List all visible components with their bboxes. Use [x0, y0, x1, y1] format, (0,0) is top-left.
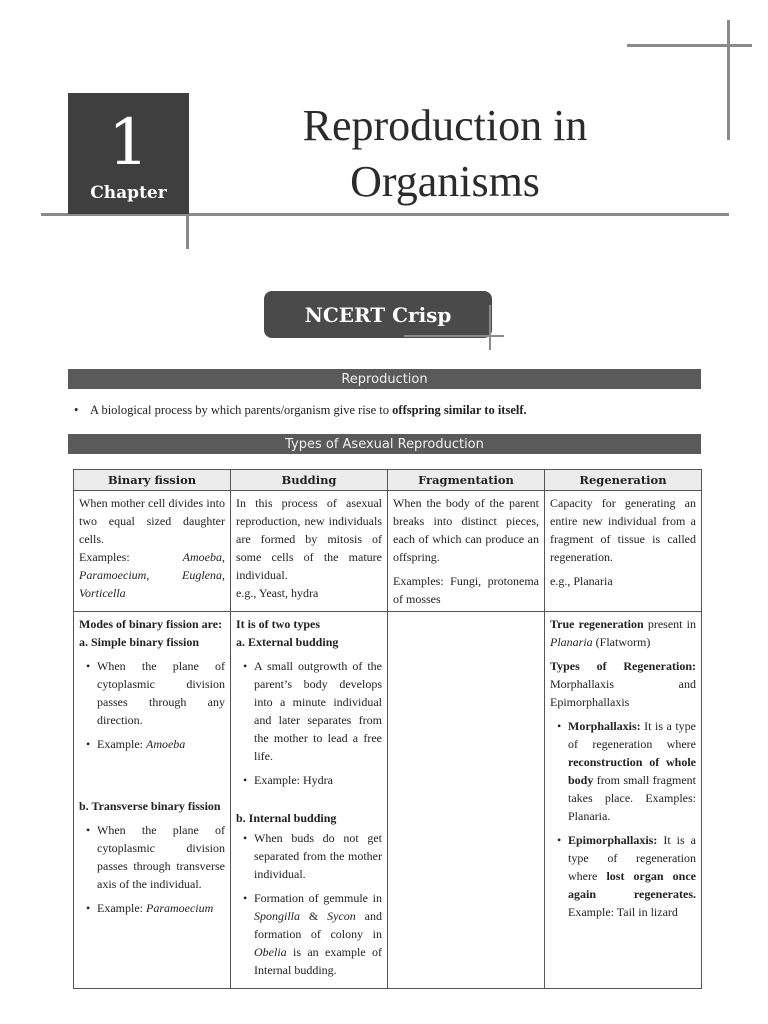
chapter-badge: [68, 93, 189, 214]
header-regeneration: Regeneration: [545, 470, 702, 491]
chapter-title-line1: Reproduction in: [302, 101, 588, 150]
internal-budding-heading: b. Internal budding: [236, 811, 337, 825]
header-fragmentation: Fragmentation: [388, 470, 545, 491]
header-budding: Budding: [231, 470, 388, 491]
regeneration-types-cell: [545, 612, 702, 989]
list-item: • When the plane of cytoplasmic division passes through any direction.: [97, 657, 225, 729]
fragmentation-examples: Examples: Fungi, protonema of mosses: [393, 574, 539, 606]
header-binary-fission: Binary fission: [74, 470, 231, 491]
regeneration-definition-cell: [545, 491, 702, 612]
list-item: • Formation of gemmule in Spongilla & Sycon and formation of colony in Obelia is an example of Internal budding.: [254, 889, 382, 979]
chapter-label: Chapter: [90, 183, 167, 203]
transverse-binary-fission-list: [79, 821, 225, 917]
budding-types-heading: It is of two types: [236, 617, 320, 631]
definition-bullet: •: [74, 403, 79, 417]
fragmentation-empty-cell: [388, 612, 545, 989]
list-item: • Example: Amoeba: [97, 735, 225, 753]
regeneration-example: e.g., Planaria: [550, 574, 613, 588]
simple-binary-fission-heading: a. Simple binary fission: [79, 635, 200, 649]
list-item: • When buds do not get separated from the mother individual.: [254, 829, 382, 883]
transverse-binary-fission-heading: b. Transverse binary fission: [79, 799, 221, 813]
simple-binary-fission-list: [79, 657, 225, 753]
chapter-title: [200, 98, 690, 210]
top-right-horizontal-rule: [627, 44, 752, 47]
chapter-number: 1: [108, 106, 149, 180]
list-item: • Example: Paramoecium: [97, 899, 225, 917]
crisp-badge-vertical-rule: [489, 305, 491, 350]
fragmentation-definition-cell: [388, 491, 545, 612]
list-item: • When the plane of cytoplasmic division passes through transverse axis of the individual.: [97, 821, 225, 893]
section-bar-asexual-types: Types of Asexual Reproduction: [68, 434, 701, 454]
binary-fission-definition: When mother cell divides into two equal sized daughter cells.: [79, 496, 225, 546]
list-item: • Example: Hydra: [254, 771, 382, 789]
definition-text: A biological process by which parents/organism give rise to: [90, 403, 393, 417]
regeneration-types-list: [550, 717, 696, 921]
definition-bold-text: offspring similar to itself.: [392, 403, 527, 417]
list-item: • A small outgrowth of the parent’s body develops into a minute individual and later separates from the mother to lead a free life.: [254, 657, 382, 765]
budding-definition: In this process of asexual reproduction, new individuals are formed by mitosis of some cells of the mature individual.: [236, 496, 382, 582]
binary-fission-definition-cell: [74, 491, 231, 612]
binary-fission-modes-heading: Modes of binary fission are:: [79, 617, 223, 631]
list-item: • Morphallaxis: It is a type of regeneration where reconstruction of whole body from small fragment takes place. Examples: Planaria.: [568, 717, 696, 825]
table-header-row: [74, 470, 702, 491]
external-budding-heading: a. External budding: [236, 635, 339, 649]
true-regeneration-text: True regeneration present in Planaria (Flatworm): [550, 617, 696, 649]
budding-example: e.g., Yeast, hydra: [236, 586, 319, 600]
fragmentation-definition: When the body of the parent breaks into distinct pieces, each of which can produce an offspring.: [393, 496, 539, 564]
section-bar-reproduction: Reproduction: [68, 369, 701, 389]
reproduction-definition: [74, 403, 694, 418]
regeneration-definition: Capacity for generating an entire new individual from a fragment of tissue is called regeneration.: [550, 496, 696, 564]
internal-budding-list: [236, 829, 382, 979]
budding-definition-cell: [231, 491, 388, 612]
binary-fission-modes-cell: [74, 612, 231, 989]
table-row: [74, 612, 702, 989]
top-right-vertical-rule: [727, 20, 730, 140]
list-item: • Epimorphallaxis: It is a type of regeneration where lost organ once again regenerates. Example: Tail in lizard: [568, 831, 696, 921]
table-row: [74, 491, 702, 612]
binary-fission-examples: Examples: Amoeba, Paramoecium, Euglena, Vorticella: [79, 550, 225, 600]
asexual-reproduction-table: [73, 469, 702, 989]
ncert-crisp-badge: NCERT Crisp: [264, 291, 492, 338]
external-budding-list: [236, 657, 382, 789]
budding-types-cell: [231, 612, 388, 989]
chapter-title-line2: Organisms: [350, 157, 540, 206]
regeneration-types-text: Types of Regeneration: Morphallaxis and Epimorphallaxis: [550, 659, 696, 709]
